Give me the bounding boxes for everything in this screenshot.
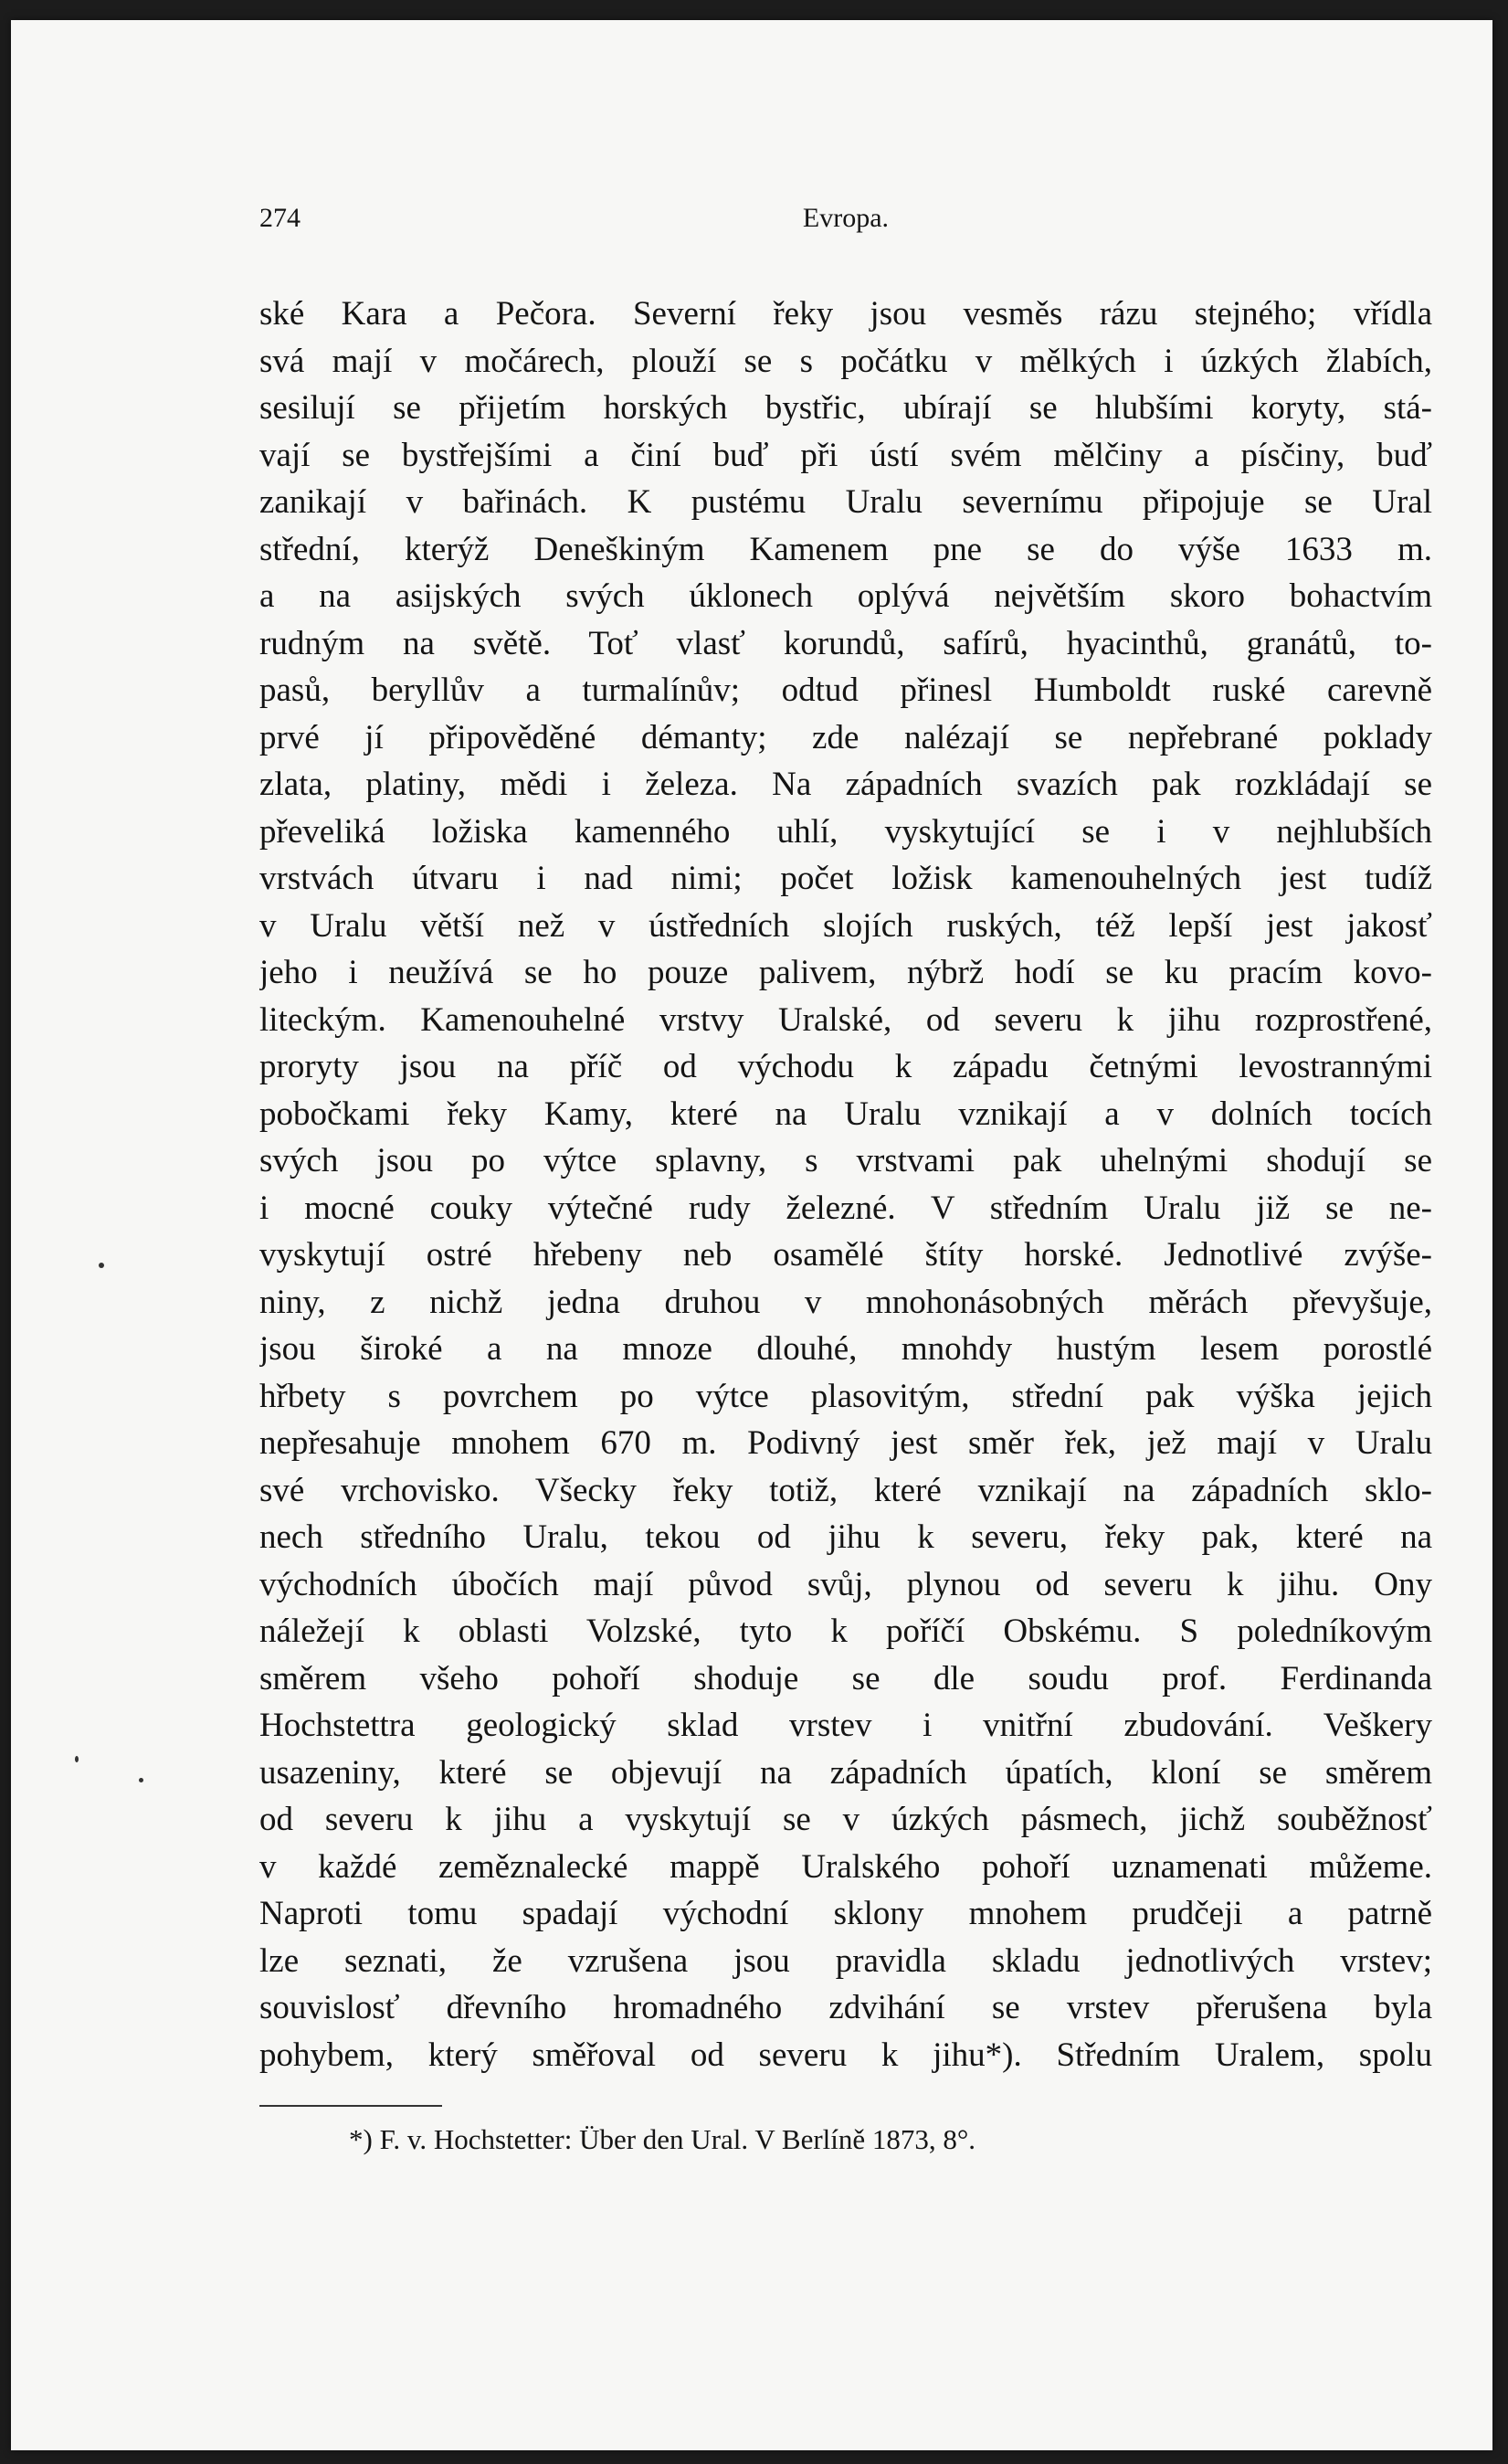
text-line: rudným na světě. Toť vlasť korundů, safírů, hyacinthů, granátů, to- bbox=[259, 624, 1432, 662]
text-line: i mocné couky výtečné rudy železné. V středním Uralu již se ne- bbox=[259, 1189, 1432, 1227]
text-line: zanikají v bařinách. K pustému Uralu severnímu připojuje se Ural bbox=[259, 483, 1432, 521]
text-line: souvislosť dřevního hromadného zdvihání se vrstev přerušena byla bbox=[259, 1989, 1432, 2026]
text-line: pasů, beryllův a turmalínův; odtud přinesl Humboldt ruské carevně bbox=[259, 672, 1432, 709]
text-line: ské Kara a Pečora. Severní řeky jsou vesměs rázu stejného; vřídla bbox=[259, 295, 1432, 333]
text-line: v Uralu větší než v ústředních slojích ruských, též lepší jest jakosť bbox=[259, 906, 1432, 945]
text-line: proryty jsou na příč od východu k západu četnými levostrannými bbox=[259, 1048, 1432, 1085]
book-page bbox=[11, 20, 1492, 2450]
text-line: vrstvách útvaru i nad nimi; počet ložisk kamenouhelných jest tudíž bbox=[259, 860, 1432, 897]
text-line: prvé jí připověděné démanty; zde nalézají se nepřebrané poklady bbox=[259, 718, 1432, 756]
text-line: jeho i neužívá se ho pouze palivem, nýbrž hodí se ku pracím kovo- bbox=[259, 954, 1432, 991]
body-text bbox=[259, 291, 1432, 2078]
text-line: vají se bystřejšími a činí buď při ústí svém mělčiny a písčiny, buď bbox=[259, 436, 1432, 474]
text-line: liteckým. Kamenouhelné vrstvy Uralské, od severu k jihu rozprostřené, bbox=[259, 1000, 1432, 1039]
text-line: od severu k jihu a vyskytují se v úzkých pásmech, jichž souběžnosť bbox=[259, 1801, 1432, 1838]
text-line: sesilují se přijetím horských bystřic, ubírají se hlubšími koryty, stá- bbox=[259, 389, 1432, 427]
text-line: vyskytují ostré hřebeny neb osamělé štíty horské. Jednotlivé zvýše- bbox=[259, 1236, 1432, 1274]
text-line: hřbety s povrchem po výtce plasovitým, střední pak výška jejich bbox=[259, 1377, 1432, 1415]
print-speck bbox=[99, 1263, 104, 1268]
text-line: náležejí k oblasti Volzské, tyto k poříčí Obskému. S poledníkovým bbox=[259, 1613, 1432, 1650]
page-number: 274 bbox=[259, 203, 301, 233]
print-speck bbox=[75, 1756, 79, 1762]
page-header bbox=[259, 203, 1432, 239]
text-line: nepřesahuje mnohem 670 m. Podivný jest směr řek, jež mají v Uralu bbox=[259, 1424, 1432, 1462]
text-line: v každé zeměznalecké mappě Uralského pohoří uznamenati můžeme. bbox=[259, 1847, 1432, 1886]
text-line: své vrchovisko. Všecky řeky totiž, které vznikají na západních sklo- bbox=[259, 1471, 1432, 1509]
text-line: zlata, platiny, mědi i železa. Na západních svazích pak rozkládají se bbox=[259, 766, 1432, 803]
text-line: pobočkami řeky Kamy, které na Uralu vznikají a v dolních tocích bbox=[259, 1095, 1432, 1133]
text-line: svá mají v močárech, plouží se s počátku v mělkých i úzkých žlabích, bbox=[259, 342, 1432, 380]
text-line: střední, kterýž Deneškiným Kamenem pne se do výše 1633 m. bbox=[259, 530, 1432, 568]
text-line: směrem všeho pohoří shoduje se dle soudu prof. Ferdinanda bbox=[259, 1659, 1432, 1697]
text-line: převeliká ložiska kamenného uhlí, vyskytující se i v nejhlubších bbox=[259, 812, 1432, 851]
text-line: jsou široké a na mnoze dlouhé, mnohdy hustým lesem porostlé bbox=[259, 1330, 1432, 1368]
print-speck bbox=[139, 1778, 143, 1782]
footnote: *) F. v. Hochstetter: Über den Ural. V Berlíně 1873, 8°. bbox=[349, 2123, 976, 2155]
text-line: pohybem, který směřoval od severu k jihu*). Středním Uralem, spolu bbox=[259, 2036, 1432, 2074]
text-line: usazeniny, které se objevují na západních úpatích, kloní se směrem bbox=[259, 1753, 1432, 1792]
text-line: východních úbočích mají původ svůj, plynou od severu k jihu. Ony bbox=[259, 1565, 1432, 1603]
text-line: nech středního Uralu, tekou od jihu k severu, řeky pak, které na bbox=[259, 1518, 1432, 1556]
text-line: lze seznati, že vzrušena jsou pravidla skladu jednotlivých vrstev; bbox=[259, 1941, 1432, 1980]
running-title: Evropa. bbox=[802, 203, 890, 233]
text-line: a na asijských svých úklonech oplývá největším skoro bohactvím bbox=[259, 577, 1432, 615]
footnote-divider bbox=[259, 2105, 442, 2107]
text-line: niny, z nichž jedna druhou v mnohonásobných měrách převyšuje, bbox=[259, 1283, 1432, 1321]
text-line: Naproti tomu spadají východní sklony mnohem prudčeji a patrně bbox=[259, 1895, 1432, 1932]
text-line: Hochstettra geologický sklad vrstev i vnitřní zbudování. Veškery bbox=[259, 1707, 1432, 1744]
text-line: svých jsou po výtce splavny, s vrstvami pak uhelnými shodují se bbox=[259, 1142, 1432, 1179]
